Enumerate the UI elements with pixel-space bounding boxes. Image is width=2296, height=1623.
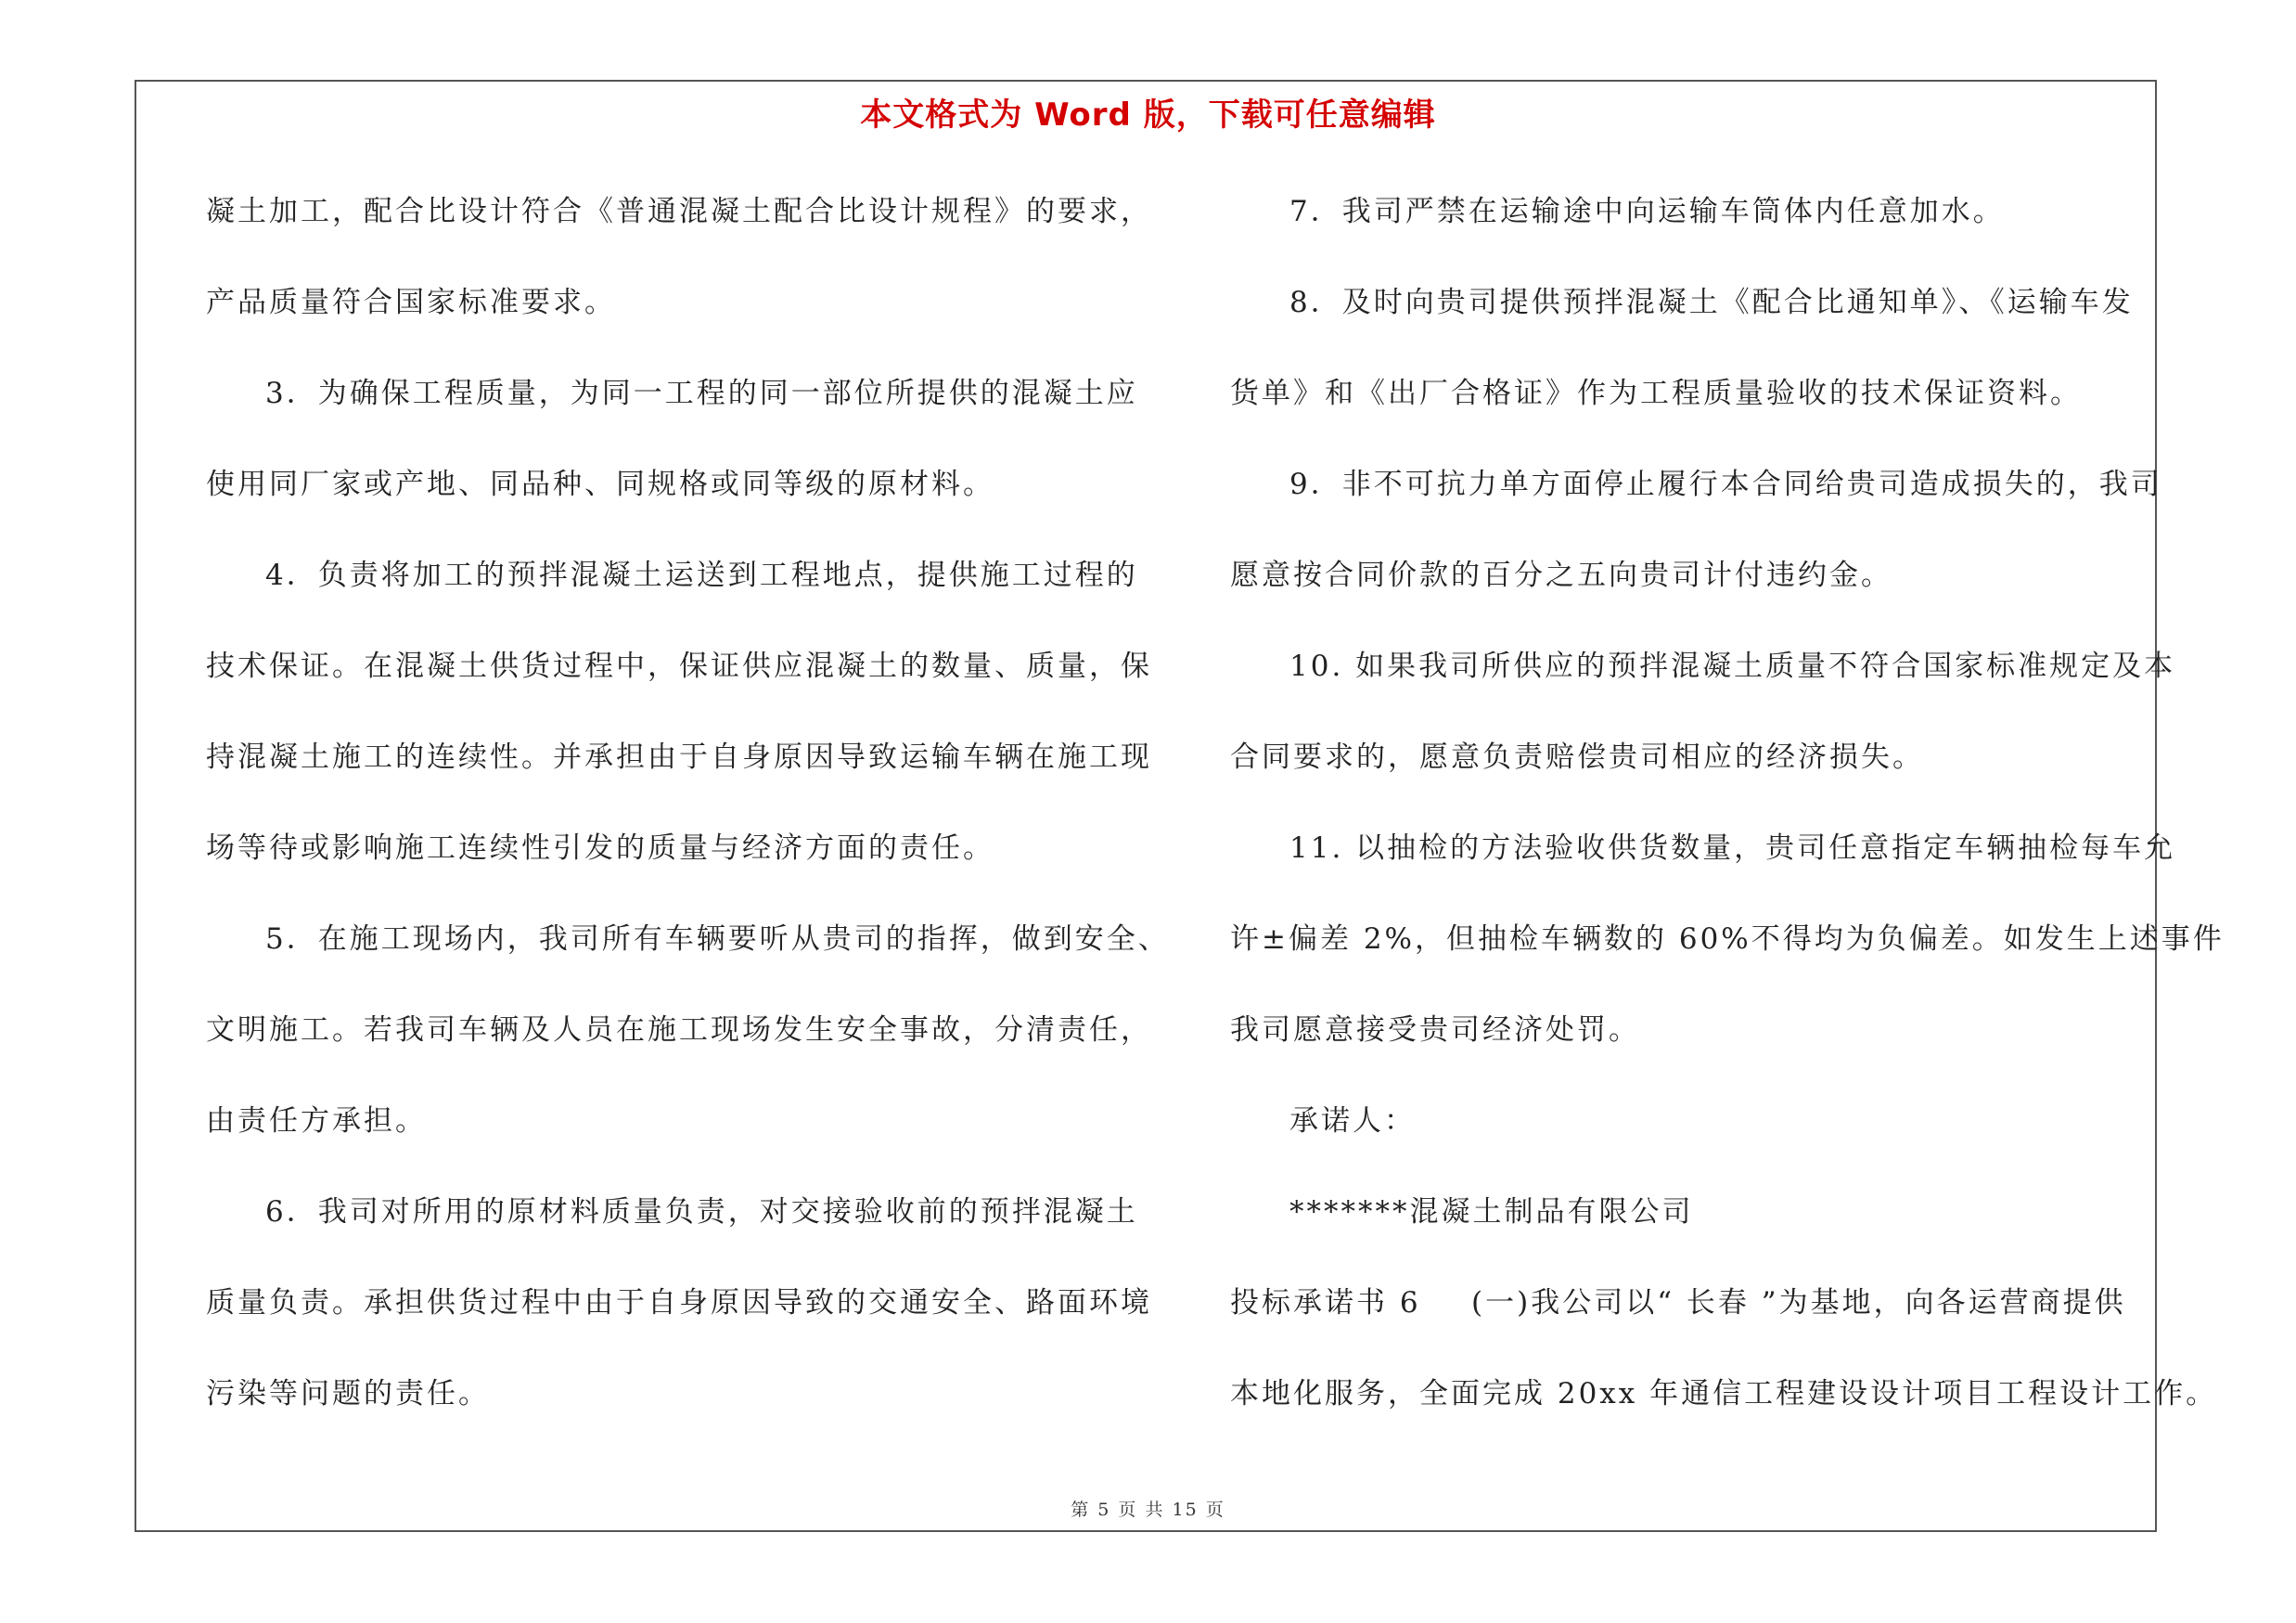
left-line-10: 文明施工。若我司车辆及人员在施工现场发生安全事故，分清责任， (206, 1013, 1152, 1047)
left-line-13: 质量负责。承担供货过程中由于自身原因导致的交通安全、路面环境 (206, 1286, 1152, 1320)
promisor-label: 承诺人： (1289, 1104, 1416, 1138)
left-line-8: 场等待或影响施工连续性引发的质量与经济方面的责任。 (206, 831, 994, 865)
left-line-12: 6．我司对所用的原材料质量负责，对交接验收前的预拌混凝土 (265, 1195, 1138, 1229)
left-line-7: 持混凝土施工的连续性。并承担由于自身原因导致运输车辆在施工现 (206, 741, 1152, 774)
section-text: (一)我公司以“ 长春 ”为基地，向各运营商提供 (1471, 1286, 2126, 1320)
left-line-1: 凝土加工，配合比设计符合《普通混凝土配合比设计规程》的要求， (206, 195, 1152, 228)
left-line-11: 由责任方承担。 (206, 1104, 427, 1138)
left-column (206, 186, 1170, 1459)
right-line-6: 10. 如果我司所供应的预拌混凝土质量不符合国家标准规定及本 (1289, 650, 2176, 683)
right-line-9: 许±偏差 2%，但抽检车辆数的 60%不得均为负偏差。如发生上述事件 (1230, 922, 2225, 956)
right-line-8: 11. 以抽检的方法验收供货数量，贵司任意指定车辆抽检每车允 (1289, 831, 2176, 865)
left-line-9: 5．在施工现场内，我司所有车辆要听从贵司的指挥，做到安全、 (265, 922, 1170, 956)
section-heading-line (1230, 1277, 2176, 1368)
page-indicator: 第 5 页 共 15 页 (1071, 1500, 1225, 1520)
right-line-2: 8．及时向贵司提供预拌混凝土《配合比通知单》、《运输车发 (1289, 286, 2134, 319)
right-line-1: 7．我司严禁在运输途中向运输车筒体内任意加水。 (1289, 195, 2005, 228)
left-line-6: 技术保证。在混凝土供货过程中，保证供应混凝土的数量、质量，保 (206, 650, 1152, 683)
right-line-10: 我司愿意接受贵司经济处罚。 (1230, 1013, 1640, 1047)
word-format-banner: 本文格式为 Word 版，下载可任意编辑 (860, 97, 1436, 134)
right-line-7: 合同要求的，愿意负责赔偿贵司相应的经济损失。 (1230, 741, 1924, 774)
left-line-4: 使用同厂家或产地、同品种、同规格或同等级的原材料。 (206, 468, 994, 501)
company-name: *******混凝土制品有限公司 (1289, 1195, 1694, 1229)
left-line-2: 产品质量符合国家标准要求。 (206, 286, 616, 319)
left-line-14: 污染等问题的责任。 (206, 1377, 490, 1410)
left-line-5: 4．负责将加工的预拌混凝土运送到工程地点，提供施工过程的 (265, 559, 1138, 592)
right-line-3: 货单》和《出厂合格证》作为工程质量验收的技术保证资料。 (1230, 377, 2082, 410)
right-line-4: 9．非不可抗力单方面停止履行本合同给贵司造成损失的，我司 (1289, 468, 2162, 501)
right-line-14: 本地化服务，全面完成 20xx 年通信工程建设设计项目工程设计工作。 (1230, 1377, 2218, 1410)
section-label: 投标承诺书 6 (1230, 1286, 1421, 1320)
left-line-3: 3．为确保工程质量，为同一工程的同一部位所提供的混凝土应 (265, 377, 1138, 410)
right-line-5: 愿意按合同价款的百分之五向贵司计付违约金。 (1230, 559, 1892, 592)
right-column (1230, 186, 2225, 1459)
